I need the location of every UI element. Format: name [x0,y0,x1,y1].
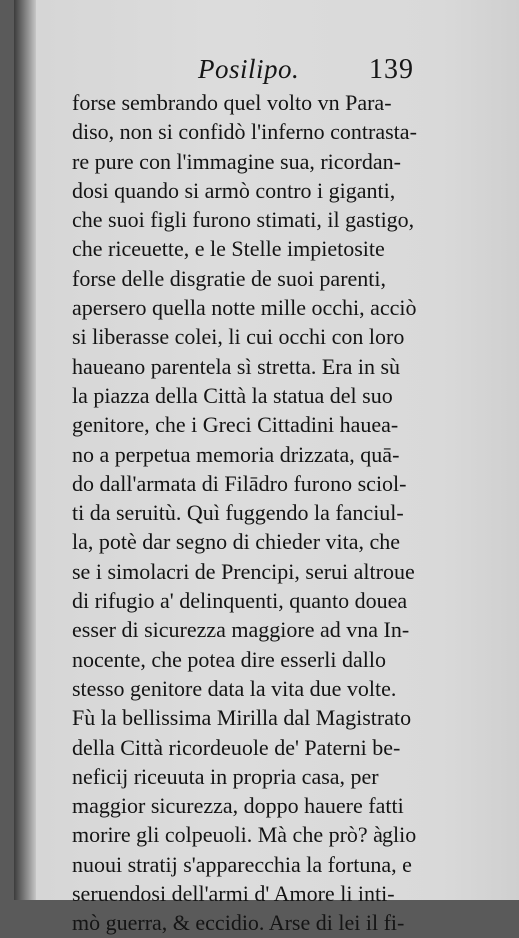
text-line: mò guerra, & eccidio. Arse di lei il fi- [72,910,405,936]
catchword: glio [382,822,417,847]
text-line: che riceuette, e le Stelle impietosite [72,236,385,262]
text-line: neficij riceuuta in propria casa, per [72,763,379,789]
text-line: la piazza della Città la statua del suo [72,382,393,408]
text-line: Fù la bellissima Mirilla dal Magistrato [72,705,412,731]
text-line: morire gli colpeuoli. Mà che prò? à [72,822,383,848]
text-line: esser di sicurezza maggiore ad vna In- [72,617,410,643]
text-line: maggior sicurezza, doppo hauere fatti [72,793,404,819]
text-line: diso, non si confidò l'inferno contrasta- [72,119,417,145]
text-line: apersero quella notte mille occhi, acciò [72,295,417,321]
text-line: la, potè dar segno di chieder vita, che [72,529,401,555]
text-line: nocente, che potea dire esserli dallo [72,646,386,672]
text-line: nuoui stratij s'apparecchia la fortuna, e [72,851,412,877]
text-line: forse sembrando quel volto vn Para- [72,90,392,115]
text-line: di rifugio a' delinquenti, quanto doueа [72,588,408,614]
text-line: stesso genitore data la vita due volte. [72,675,397,701]
text-line: do dall'armata di Filādro furono sciol- [72,470,407,496]
text-line: no a perpetua memoria drizzata, quā- [72,441,400,467]
book-page [14,0,519,936]
binding-gutter [14,0,36,900]
text-line: haueano parentela sì stretta. Era in sù [72,353,401,379]
text-line: ti da seruitù. Quì fuggendo la fanciul- [72,500,404,526]
text-line: genitore, che i Greci Cittadini haueа- [72,412,399,438]
text-line: si liberasse colei, li cui occhi con loro [72,324,405,350]
text-line: forse delle disgratie de suoi parenti, [72,265,387,291]
page-number: 139 [369,54,414,85]
running-head: Posilipo. [198,54,300,84]
text-line: seruendosi dell'armi d' Amore li inti- [72,881,395,907]
body-text [72,88,470,938]
text-line: della Città ricordeuole de' Paterni be- [72,734,401,760]
text-line: che suoi figli furono stimati, il gastigo, [72,207,415,233]
text-line: dosi quando si armò contro i giganti, [72,177,396,203]
text-line: re pure con l'immagine sua, ricordan- [72,148,401,174]
text-line: se i simolacri de Prencipi, serui altroue [72,558,415,584]
